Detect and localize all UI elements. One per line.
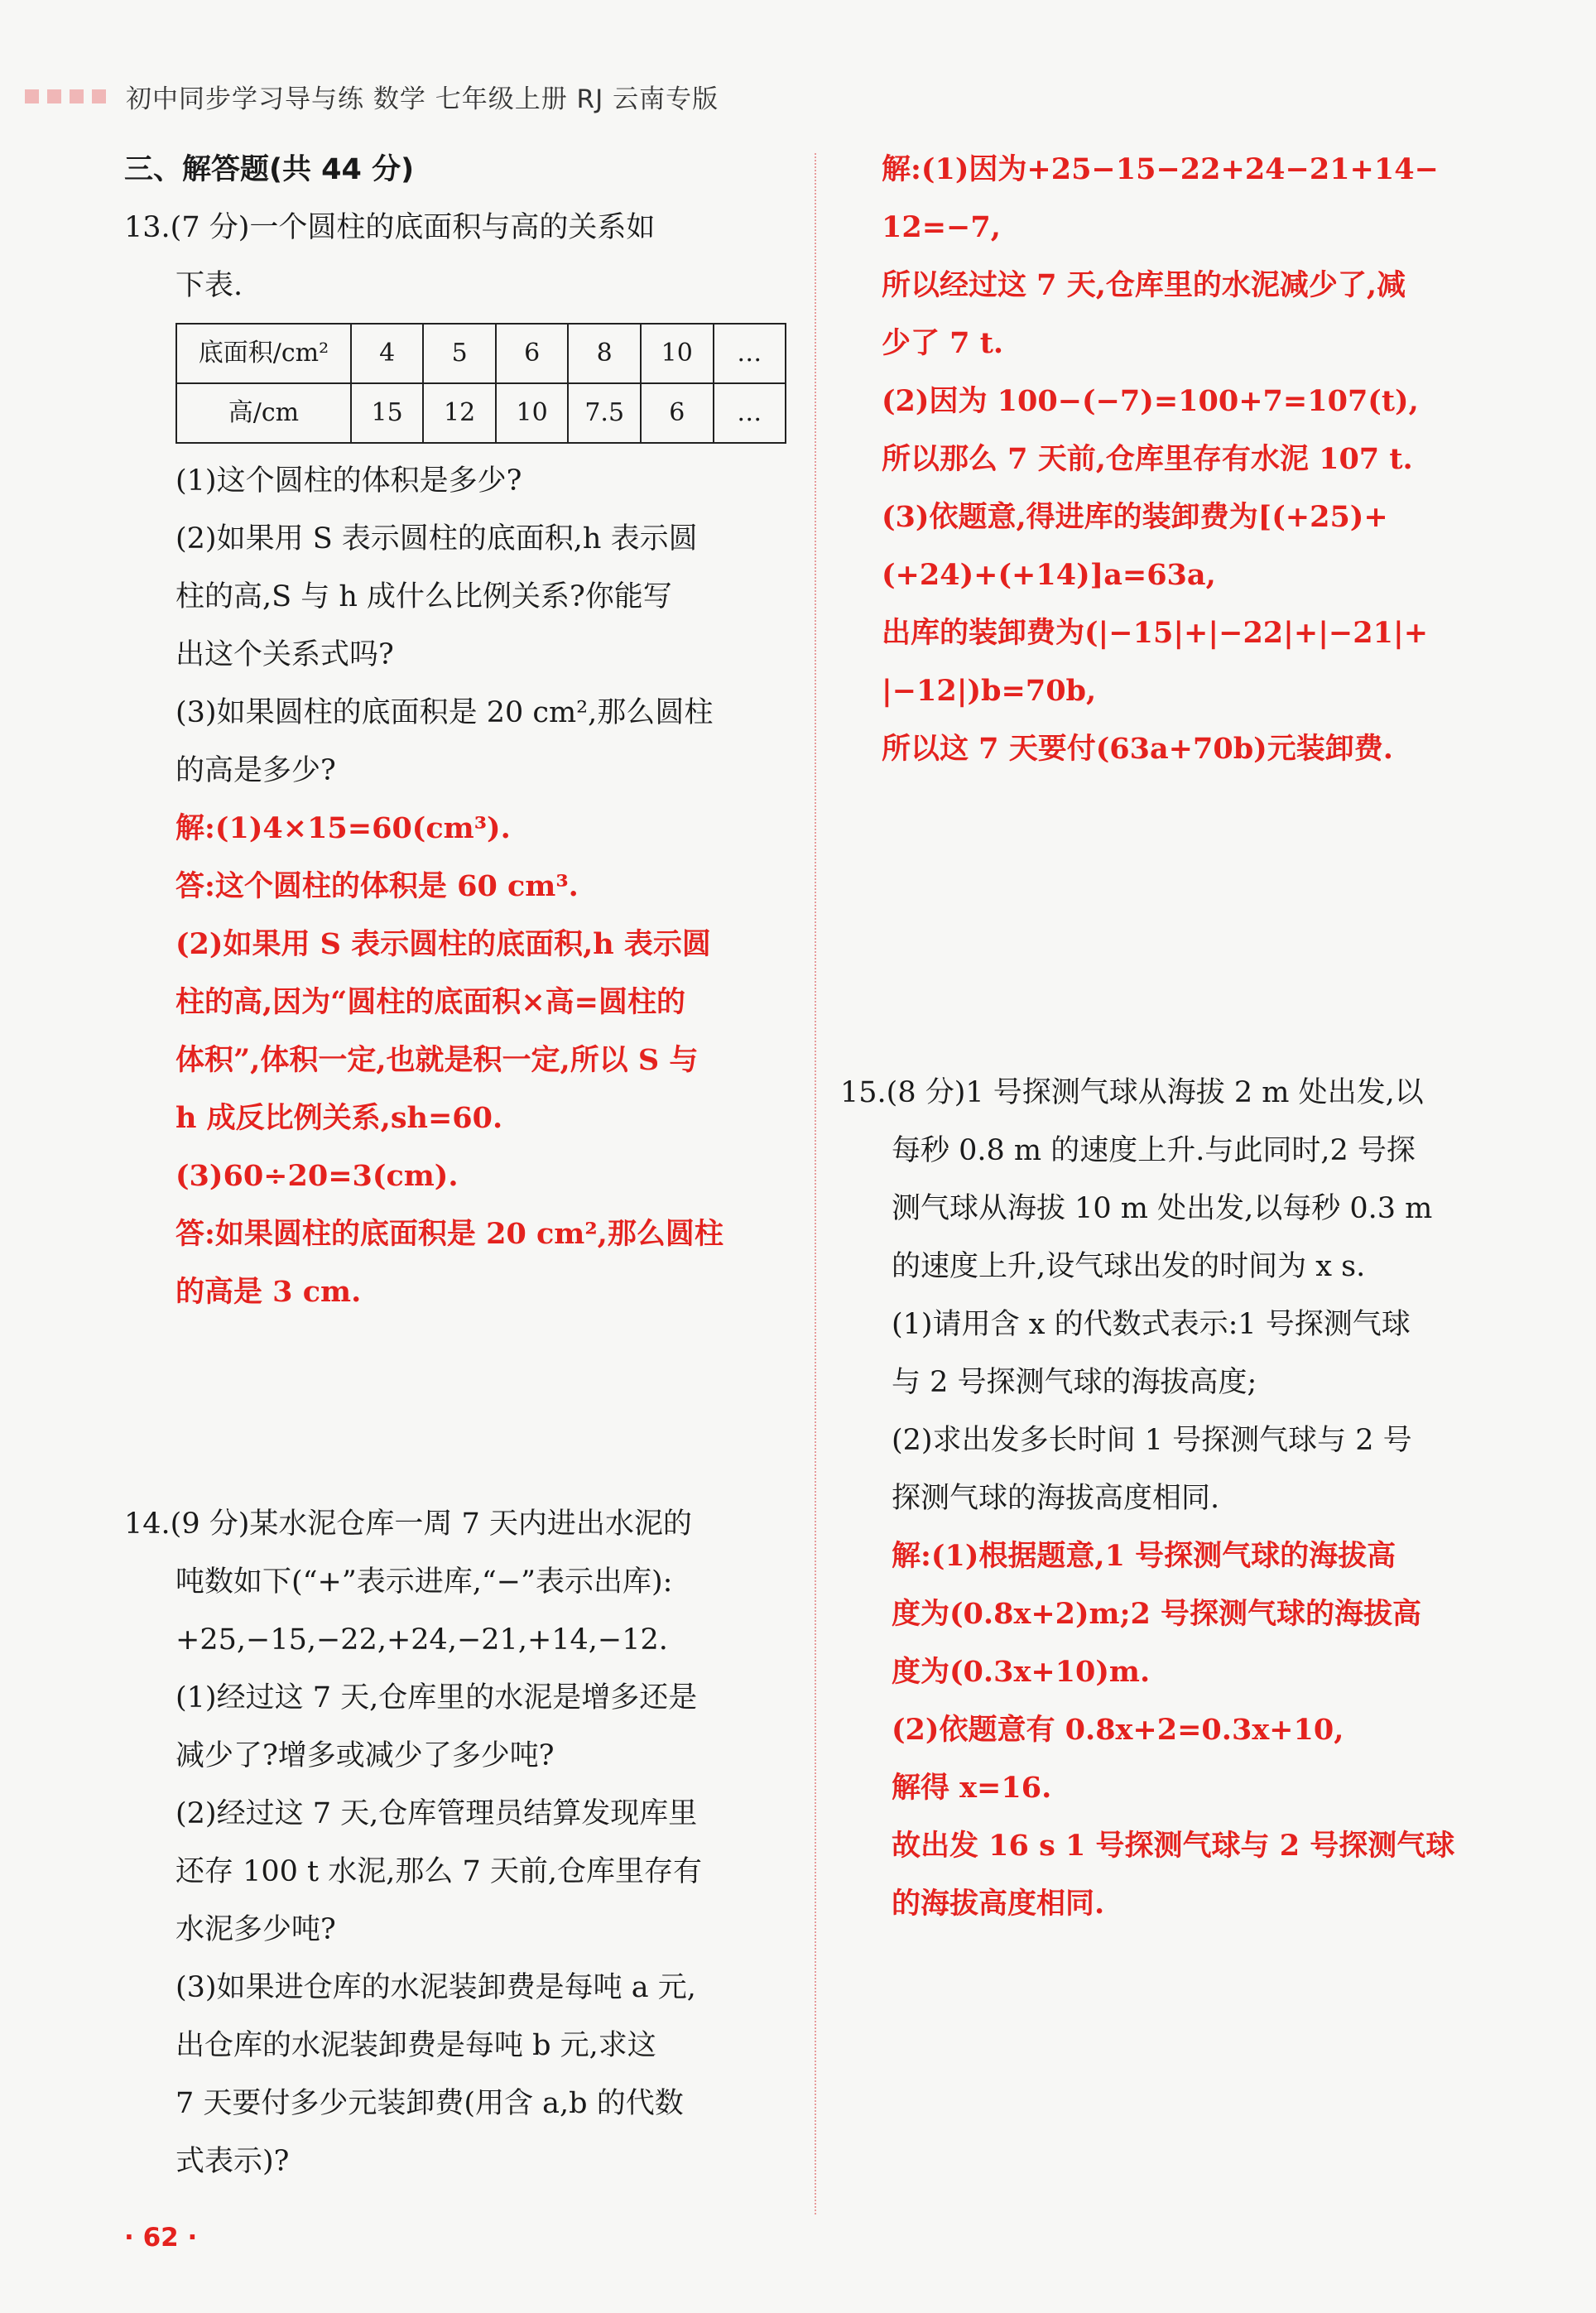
q15-answer: 解得 x=16. — [892, 1771, 1052, 1805]
q13-answer: (3)60÷20=3(cm). — [175, 1159, 459, 1193]
page-header — [25, 76, 719, 116]
table-header-cell: 高/cm — [176, 383, 351, 443]
q14-part1: 减少了?增多或减少了多少吨? — [175, 1739, 555, 1772]
table-cell: … — [714, 324, 786, 383]
q15-part2: 探测气球的海拔高度相同. — [892, 1482, 1220, 1515]
q14-answer: 12=−7, — [882, 210, 1001, 244]
decor-square — [25, 89, 39, 103]
q13-part3: (3)如果圆柱的底面积是 20 cm²,那么圆柱 — [175, 696, 714, 729]
q13-part2: 出这个关系式吗? — [175, 638, 394, 671]
section-title: 三、解答题(共 44 分) — [124, 153, 415, 186]
table-cell: 8 — [568, 324, 641, 383]
table-cell: 10 — [641, 324, 714, 383]
q14-answer: (3)依题意,得进库的装卸费为[(+25)+ — [882, 500, 1388, 534]
q14-answer: 解:(1)因为+25−15−22+24−21+14− — [882, 152, 1439, 186]
q13-part2: 柱的高,S 与 h 成什么比例关系?你能写 — [175, 580, 672, 613]
table-cell: 10 — [496, 383, 569, 443]
q15-answer: 度为(0.8x+2)m;2 号探测气球的海拔高 — [892, 1597, 1422, 1631]
q13-part2: (2)如果用 S 表示圆柱的底面积,h 表示圆 — [175, 522, 698, 555]
q14-answer: 少了 7 t. — [882, 326, 1004, 360]
decor-square — [92, 89, 106, 103]
q15-answer: 的海拔高度相同. — [892, 1887, 1105, 1921]
q15-answer: 度为(0.3x+10)m. — [892, 1655, 1151, 1689]
q14-answer: (+24)+(+14)]a=63a, — [882, 558, 1216, 592]
q14-part2: 水泥多少吨? — [175, 1913, 336, 1946]
q13-stem: 13.(7 分)一个圆柱的底面积与高的关系如 — [124, 211, 656, 244]
table-row — [176, 324, 786, 383]
table-cell: 15 — [351, 383, 424, 443]
table-cell: 6 — [496, 324, 569, 383]
left-column — [124, 141, 786, 2190]
q14-part2: (2)经过这 7 天,仓库管理员结算发现库里 — [175, 1797, 698, 1830]
q13-stem: 下表. — [175, 269, 243, 302]
q15-answer: (2)依题意有 0.8x+2=0.3x+10, — [892, 1713, 1344, 1747]
q15-part1: 与 2 号探测气球的海拔高度; — [892, 1366, 1257, 1399]
q14-answer: 所以那么 7 天前,仓库里存有水泥 107 t. — [882, 442, 1413, 476]
q13-table — [175, 323, 786, 444]
page-number: · 62 · — [124, 2223, 198, 2253]
q15-answer: 故出发 16 s 1 号探测气球与 2 号探测气球 — [892, 1829, 1455, 1863]
q14-part3: 出仓库的水泥装卸费是每吨 b 元,求这 — [175, 2029, 656, 2062]
q13-answer: 柱的高,因为“圆柱的底面积×高=圆柱的 — [175, 985, 685, 1019]
q13-answer: 体积”,体积一定,也就是积一定,所以 S 与 — [175, 1043, 699, 1077]
right-column-bottom — [840, 1064, 1511, 1933]
header-title: 初中同步学习导与练 数学 七年级上册 RJ 云南专版 — [126, 84, 719, 114]
q14-answer: |−12|)b=70b, — [882, 674, 1097, 708]
q13-part1: (1)这个圆柱的体积是多少? — [175, 464, 522, 498]
q13-answer: (2)如果用 S 表示圆柱的底面积,h 表示圆 — [175, 927, 711, 961]
q14-stem: 吨数如下(“+”表示进库,“−”表示出库): — [175, 1565, 673, 1599]
q15-stem: 测气球从海拔 10 m 处出发,以每秒 0.3 m — [892, 1192, 1433, 1225]
q13-part3: 的高是多少? — [175, 754, 336, 787]
q14-part2: 还存 100 t 水泥,那么 7 天前,仓库里存有 — [175, 1855, 703, 1888]
table-header-cell: 底面积/cm² — [176, 324, 351, 383]
q14-stem: +25,−15,−22,+24,−21,+14,−12. — [175, 1623, 668, 1657]
q13-answer: 答:如果圆柱的底面积是 20 cm²,那么圆柱 — [175, 1217, 723, 1251]
decor-square — [70, 89, 84, 103]
decor-square — [47, 89, 61, 103]
q13-answer: 的高是 3 cm. — [175, 1275, 362, 1309]
q14-part3: 7 天要付多少元装卸费(用含 a,b 的代数 — [175, 2087, 684, 2120]
q15-stem: 15.(8 分)1 号探测气球从海拔 2 m 处出发,以 — [840, 1076, 1424, 1109]
q15-part2: (2)求出发多长时间 1 号探测气球与 2 号 — [892, 1424, 1412, 1457]
q13-answer: h 成反比例关系,sh=60. — [175, 1101, 503, 1135]
table-cell: 7.5 — [568, 383, 641, 443]
q14-answer: (2)因为 100−(−7)=100+7=107(t), — [882, 384, 1419, 418]
table-cell: 5 — [423, 324, 496, 383]
column-divider — [815, 153, 816, 2214]
table-cell: 6 — [641, 383, 714, 443]
right-column-top — [882, 141, 1511, 778]
q13-answer: 解:(1)4×15=60(cm³). — [175, 811, 511, 845]
q14-answer: 所以经过这 7 天,仓库里的水泥减少了,减 — [882, 268, 1406, 302]
q15-stem: 的速度上升,设气球出发的时间为 x s. — [892, 1250, 1366, 1283]
table-cell: 12 — [423, 383, 496, 443]
q15-stem: 每秒 0.8 m 的速度上升.与此同时,2 号探 — [892, 1134, 1416, 1167]
q14-part3: (3)如果进仓库的水泥装卸费是每吨 a 元, — [175, 1971, 696, 2004]
q14-answer: 出库的装卸费为(|−15|+|−22|+|−21|+ — [882, 616, 1429, 650]
q14-stem: 14.(9 分)某水泥仓库一周 7 天内进出水泥的 — [124, 1508, 692, 1541]
q14-answer: 所以这 7 天要付(63a+70b)元装卸费. — [882, 732, 1393, 766]
q15-answer: 解:(1)根据题意,1 号探测气球的海拔高 — [892, 1539, 1396, 1573]
q13-answer: 答:这个圆柱的体积是 60 cm³. — [175, 869, 579, 903]
q15-part1: (1)请用含 x 的代数式表示:1 号探测气球 — [892, 1308, 1411, 1341]
q14-part1: (1)经过这 7 天,仓库里的水泥是增多还是 — [175, 1681, 698, 1714]
table-cell: 4 — [351, 324, 424, 383]
table-cell: … — [714, 383, 786, 443]
table-row — [176, 383, 786, 443]
q14-part3: 式表示)? — [175, 2145, 290, 2178]
